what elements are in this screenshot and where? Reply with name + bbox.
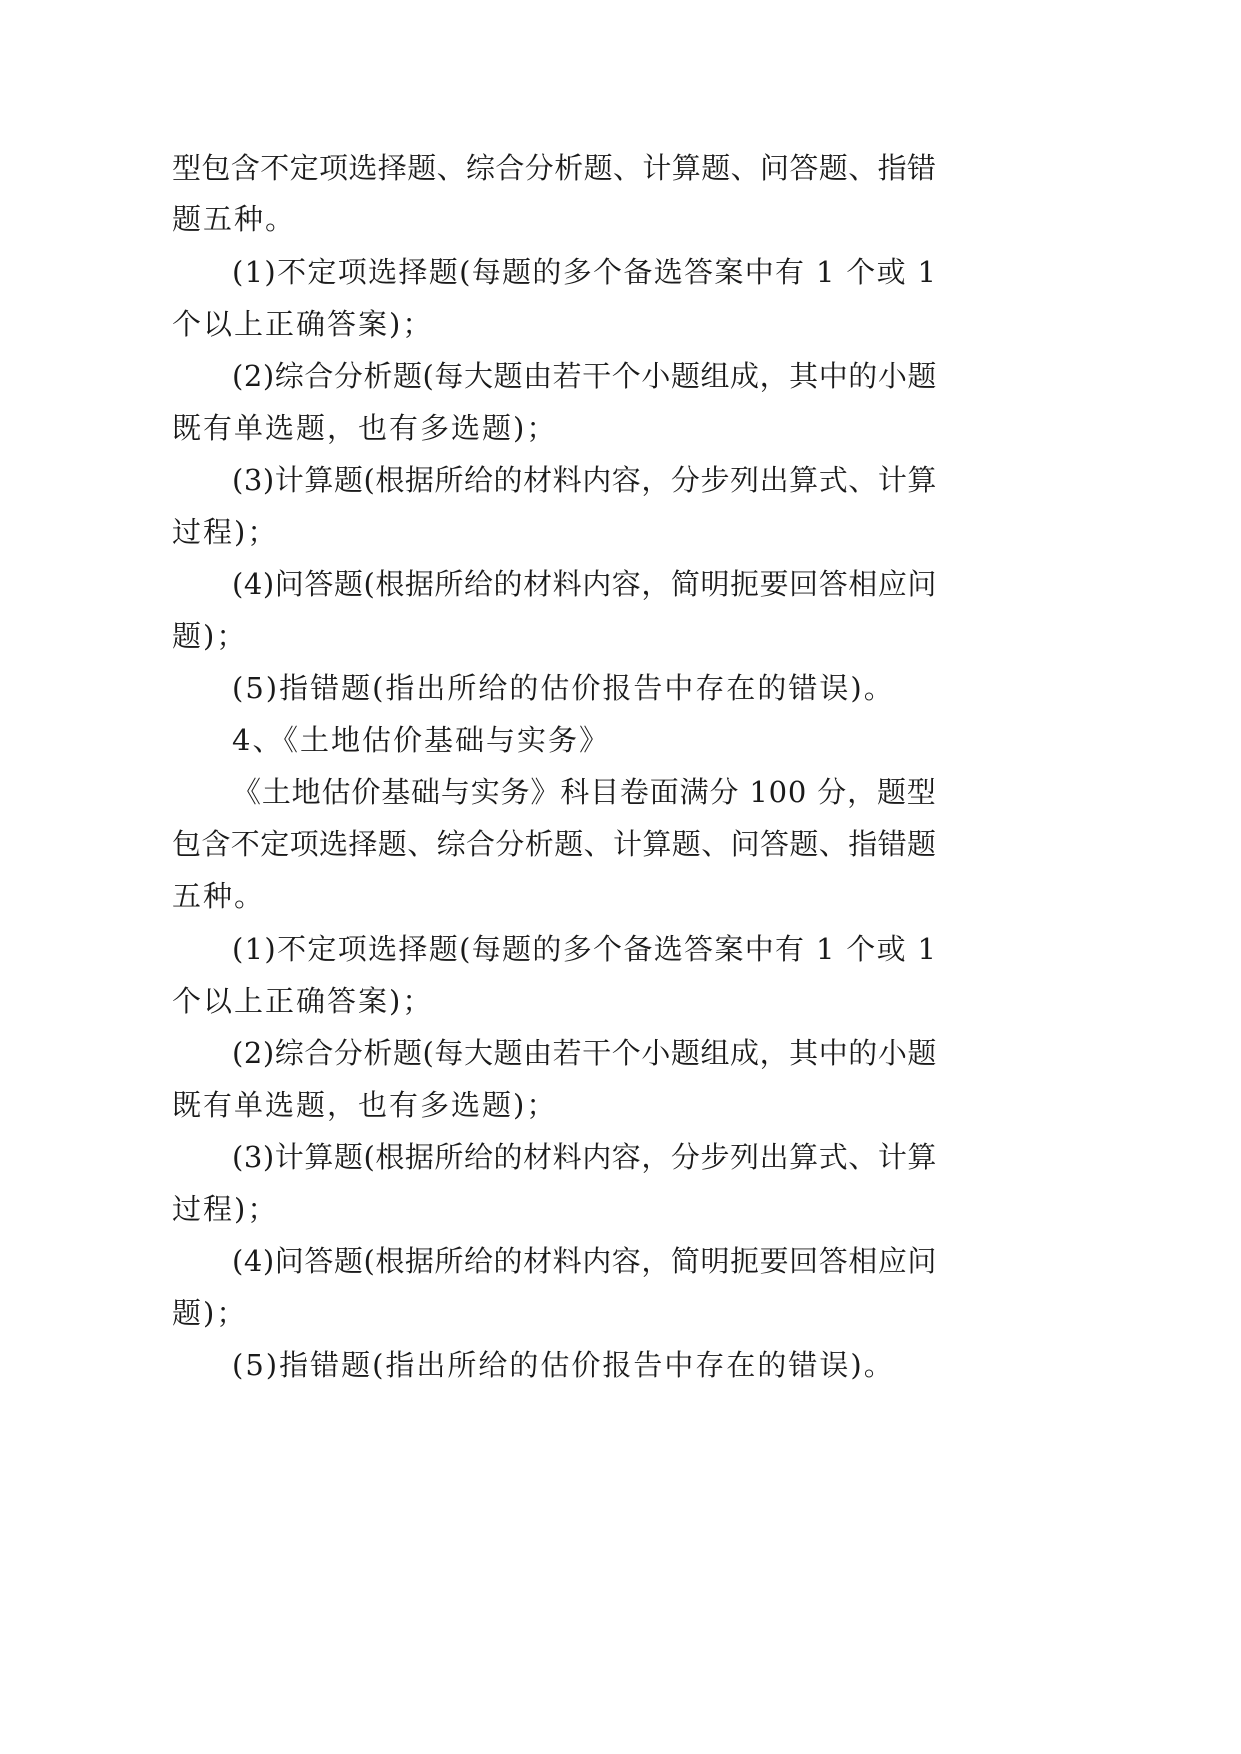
paragraph-line: (4)问答题(根据所给的材料内容，简明扼要回答相应问 [232, 567, 937, 601]
paragraph-line: (4)问答题(根据所给的材料内容，简明扼要回答相应问 [232, 1244, 937, 1278]
paragraph-line: 《土地估价基础与实务》科目卷面满分 100 分，题型 [232, 775, 937, 809]
paragraph-line: 题)； [172, 619, 248, 653]
paragraph-line: (1)不定项选择题(每题的多个备选答案中有 1 个或 1 [232, 932, 938, 966]
paragraph-line: (2)综合分析题(每大题由若干个小题组成，其中的小题 [232, 1036, 937, 1070]
paragraph-line: 个以上正确答案)； [172, 984, 434, 1018]
paragraph-line: (5)指错题(指出所给的估价报告中存在的错误)。 [232, 1348, 895, 1382]
paragraph-line: (3)计算题(根据所给的材料内容，分步列出算式、计算 [232, 1140, 937, 1174]
paragraph-line: 既有单选题，也有多选题)； [172, 411, 558, 445]
paragraph-line: 包含不定项选择题、综合分析题、计算题、问答题、指错题 [172, 827, 937, 861]
paragraph-line: 过程)； [172, 1192, 279, 1226]
paragraph-line: 题五种。 [172, 202, 297, 236]
paragraph-line: (2)综合分析题(每大题由若干个小题组成，其中的小题 [232, 359, 937, 393]
paragraph-line: (1)不定项选择题(每题的多个备选答案中有 1 个或 1 [232, 255, 938, 289]
paragraph-line: 题)； [172, 1296, 248, 1330]
paragraph-line: (5)指错题(指出所给的估价报告中存在的错误)。 [232, 671, 895, 705]
section-heading: 4、《土地估价基础与实务》 [232, 723, 610, 757]
paragraph-line: 个以上正确答案)； [172, 307, 434, 341]
paragraph-line: 既有单选题，也有多选题)； [172, 1088, 558, 1122]
paragraph-line: (3)计算题(根据所给的材料内容，分步列出算式、计算 [232, 463, 937, 497]
paragraph-line: 过程)； [172, 515, 279, 549]
paragraph-line: 五种。 [172, 879, 266, 913]
paragraph-line: 型包含不定项选择题、综合分析题、计算题、问答题、指错 [172, 151, 937, 185]
